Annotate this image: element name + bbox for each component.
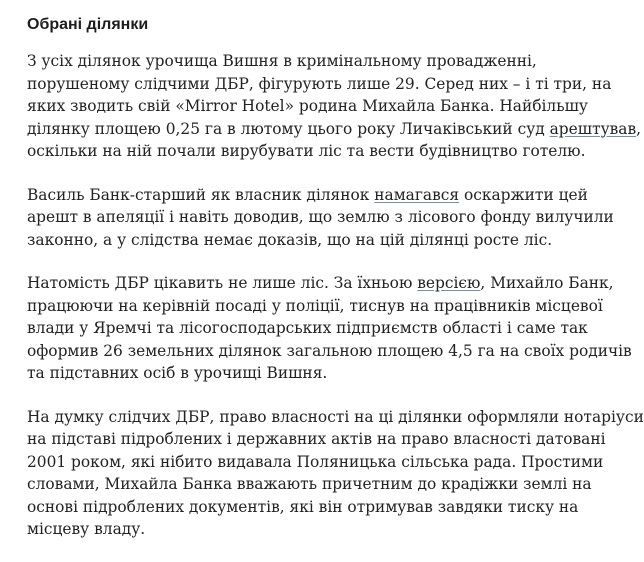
text-run: словами, Михайла Банка вважають причетним до крадіжки землі на [27, 475, 592, 493]
paragraph-line [27, 50, 607, 73]
text-run: оформив 26 земельних ділянок загальною площею 4,5 га на своїх родичів [27, 341, 632, 360]
text-run: порушеному слідчими ДБР, фігурують лише 29. Серед них – і ті три, на [27, 74, 612, 93]
text-run: основі підроблених документів, які він отримував завдяки тиску на [27, 497, 579, 516]
text-run: законно, а у слідства немає доказів, що на цій ділянці росте ліс. [27, 230, 553, 249]
text-run: , [636, 119, 642, 138]
text-run: З усіх ділянок урочища Вишня в кримінальному провадженні, [27, 52, 537, 70]
text-run: На думку слідчих ДБР, право власності на ці ділянки оформляли нотаріуси [27, 407, 644, 426]
paragraph-line [27, 473, 607, 496]
article-body [27, 50, 644, 541]
paragraph-line [27, 229, 607, 252]
text-run: Василь Банк-старший як власник ділянок [27, 185, 375, 204]
section-heading: Обрані ділянки [27, 16, 149, 33]
paragraph [27, 184, 614, 252]
paragraph-line [27, 496, 607, 519]
paragraph-line [27, 518, 607, 541]
text-run: арешт в апеляції і навіть доводив, що землю з лісового фонду вилучили [27, 208, 614, 226]
paragraph-line [27, 95, 607, 118]
text-run: , Михайло Банк, [480, 274, 614, 292]
text-run: влади у Яремчі та лісогосподарських підприємств області і саме так [27, 319, 588, 337]
paragraph-line [27, 118, 642, 141]
text-run: ділянку площею 0,25 га в лютому цього року Личаківський суд [27, 119, 550, 138]
paragraph-line [27, 317, 607, 340]
paragraph-line [27, 428, 607, 451]
text-run: яких зводить свій «Mirror Hotel» родина Михайла Банка. Найбільшу [27, 97, 588, 115]
text-run: Натомість ДБР цікавить не лише ліс. За їхньою [27, 274, 418, 292]
text-run: 2001 роком, які нібито видавала Поляницька сільська рада. Простими [27, 452, 604, 471]
text-run: місцеву владу. [27, 520, 146, 538]
paragraph-line [27, 362, 607, 385]
article [27, 14, 644, 562]
paragraph-line [27, 140, 607, 163]
inline-link[interactable]: версією [417, 274, 481, 292]
paragraph-line [27, 451, 607, 474]
inline-link[interactable]: намагався [374, 185, 460, 204]
paragraph-line [27, 272, 614, 295]
paragraph [27, 406, 644, 541]
text-run: на підставі підроблених і державних актів на право власності датовані [27, 430, 606, 448]
paragraph-line [27, 295, 607, 318]
text-run: працюючи на керівній посаді у поліції, тиснув на працівників місцевої [27, 296, 603, 315]
paragraph-line [27, 73, 612, 96]
text-run: оскільки на ній почали вирубувати ліс та вести будівництво готелю. [27, 142, 586, 160]
inline-link[interactable]: арештував [549, 119, 637, 138]
text-run: та підставних осіб в урочищі Вишня. [27, 364, 328, 382]
paragraph-line [27, 406, 644, 429]
paragraph-line [27, 206, 614, 229]
paragraph [27, 50, 642, 163]
paragraph [27, 272, 632, 385]
paragraph-line [27, 340, 632, 363]
paragraph-line [27, 184, 607, 207]
text-run: оскаржити цей [459, 185, 588, 204]
